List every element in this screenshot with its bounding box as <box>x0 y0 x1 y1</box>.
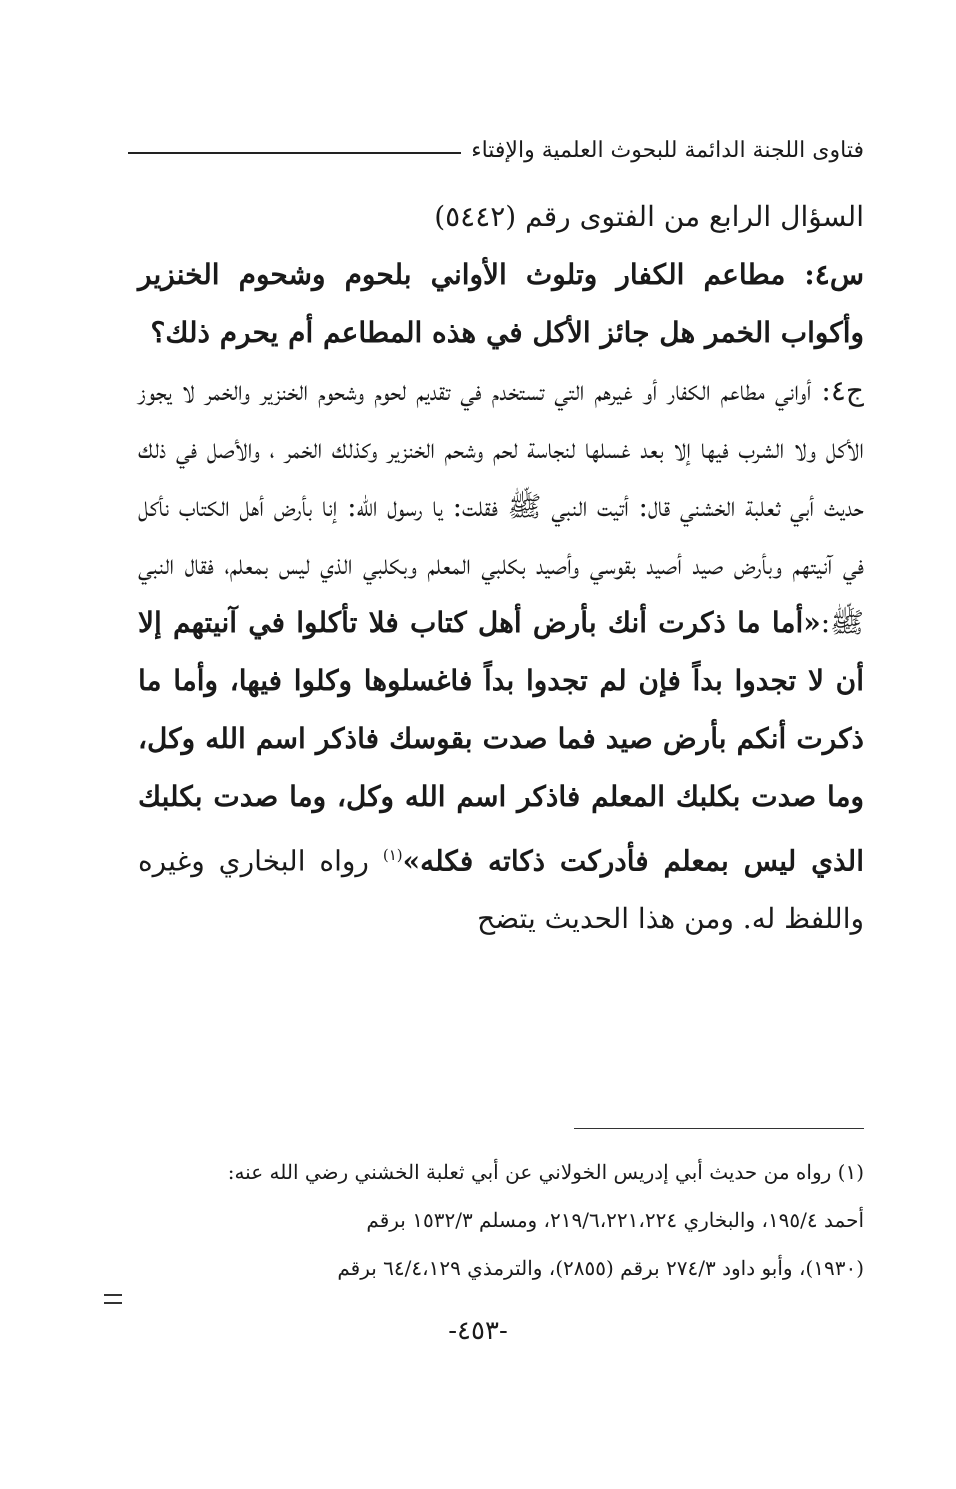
footnote-line: (١٩٣٠)، وأبو داود ٢٧٤/٣ برقم (٢٨٥٥)، والترمذي ٦٤/٤،١٢٩ برقم <box>337 1256 864 1280</box>
answer-tail: رواه البخاري وغيره واللفظ له. ومن هذا الحديث يتضح <box>138 844 864 936</box>
continuation-mark <box>104 1294 122 1304</box>
question-reference: السؤال الرابع من الفتوى رقم (٥٤٤٢) <box>434 200 864 233</box>
footnote-line: (١) رواه من حديث أبي إدريس الخولاني عن أبي ثعلبة الخشني رضي الله عنه: <box>227 1160 864 1184</box>
hadith-quote: «أما ما ذكرت أنك بأرض أهل كتاب فلا تأكلوا في آنيتهم إلا أن لا تجدوا بداً فإن لم تجدوا بداً فاغسلوها وكلوا فيها، وأما ما ذكرت أنكم بأرض صيد فما صدت بقوسك فاذكر اسم الله وكل، وما صدت بكلبك المعلم فاذكر اسم الله وكل، وما صدت بكلبك الذي ليس بمعلم فأدركت ذكاته فكله» <box>138 606 864 878</box>
header-rule <box>128 152 461 154</box>
answer-intro: ج٤: أواني مطاعم الكفار أو غيرهم التي تستخدم في تقديم لحوم وشحوم الخنزير والخمر لا يجوز الأكل ولا الشرب فيها إلا بعد غسلها لنجاسة لحم وشحم الخنزير وكذلك الخمر ، والأصل في ذلك حديث أبي ثعلبة الخشني قال: أتيت النبي ﷺ فقلت: يا رسول الله: إنا بأرض أهل الكتاب نأكل في آنيتهم وبأرض صيد أصيد بقوسي وأصيد بكلبي المعلم وبكلبي الذي ليس بمعلم، فقال النبي ﷺ: <box>138 374 864 639</box>
footnotes <box>138 1148 864 1292</box>
answer-paragraph <box>138 362 864 948</box>
question-text: س٤: مطاعم الكفار وتلوث الأواني بلحوم وشحوم الخنزير وأكواب الخمر هل جائز الأكل في هذه المطاعم أم يحرم ذلك؟ <box>138 258 864 349</box>
footnote-separator <box>574 1128 864 1129</box>
running-header <box>128 130 864 170</box>
book-title: فتاوى اللجنة الدائمة للبحوث العلمية والإفتاء <box>471 137 864 163</box>
footnote-marker: (١) <box>382 846 403 864</box>
page-number: -٤٥٣- <box>448 1316 508 1346</box>
main-text <box>138 188 864 948</box>
footnote-line: أحمد ١٩٥/٤، والبخاري ٢١٩/٦،٢٢١،٢٢٤، ومسلم ١٥٣٢/٣ برقم <box>366 1208 864 1232</box>
